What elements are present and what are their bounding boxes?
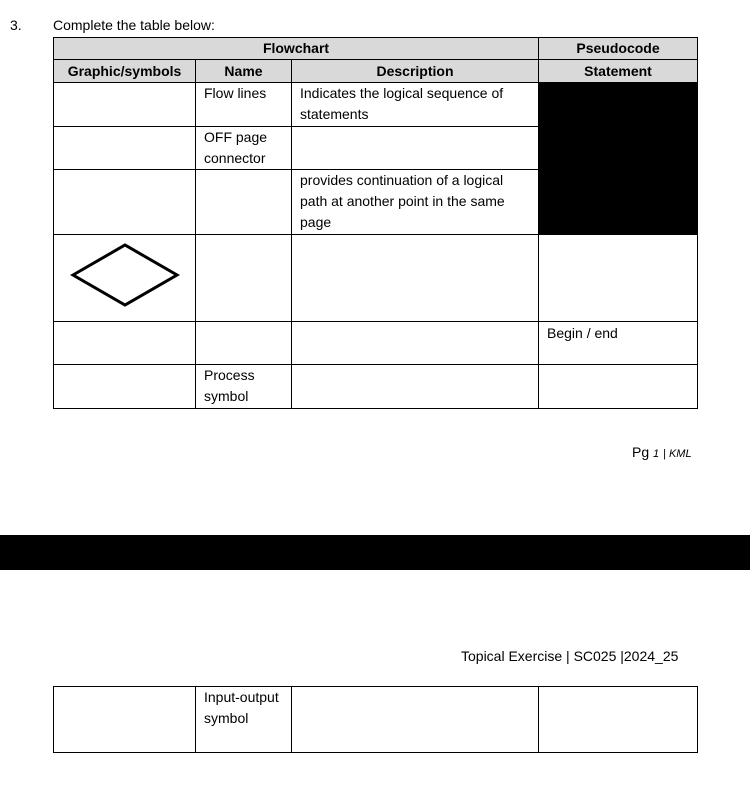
graphic-cell [54,170,196,235]
redacted-statement-cell [539,83,698,235]
statement-cell [539,235,698,322]
description-cell: Indicates the logical sequence of statements [292,83,539,127]
statement-cell [539,365,698,409]
name-cell: OFF page connector [196,127,292,170]
name-cell: Input-output symbol [196,687,292,753]
graphic-cell [54,235,196,322]
graphic-cell [54,365,196,409]
description-cell: provides continuation of a logical path at another point in the same page [292,170,539,235]
graphic-column-header: Graphic/symbols [54,60,196,83]
name-cell: Flow lines [196,83,292,127]
description-cell [292,235,539,322]
name-cell [196,170,292,235]
page-label-number: 1 [653,448,660,460]
name-column-header: Name [196,60,292,83]
graphic-cell [54,322,196,365]
group-header-row [54,38,698,60]
description-cell [292,127,539,170]
graphic-cell [54,83,196,127]
question-text: Complete the table below: [53,17,215,33]
name-cell: Process symbol [196,365,292,409]
table-row [54,687,698,753]
statement-cell [539,687,698,753]
description-cell [292,365,539,409]
table-row [54,322,698,365]
flowchart-header: Flowchart [54,38,539,60]
page-label [632,444,692,460]
graphic-cell [54,687,196,753]
diamond-decision-icon [69,241,181,309]
flowchart-table-continued [53,686,698,753]
column-header-row [54,60,698,83]
question-number: 3. [10,17,22,33]
footer-text: Topical Exercise | SC025 |2024_25 [461,648,679,664]
page-label-prefix: Pg [632,444,650,460]
page-label-suffix: | KML [663,448,692,460]
page-break-redaction-band [0,535,750,570]
graphic-cell [54,127,196,170]
table-row [54,365,698,409]
description-column-header: Description [292,60,539,83]
description-cell [292,687,539,753]
table-row [54,235,698,322]
flowchart-table [53,37,698,409]
table-row [54,83,698,127]
statement-cell: Begin / end [539,322,698,365]
pseudocode-header: Pseudocode [539,38,698,60]
statement-column-header: Statement [539,60,698,83]
description-cell [292,322,539,365]
name-cell [196,322,292,365]
name-cell [196,235,292,322]
